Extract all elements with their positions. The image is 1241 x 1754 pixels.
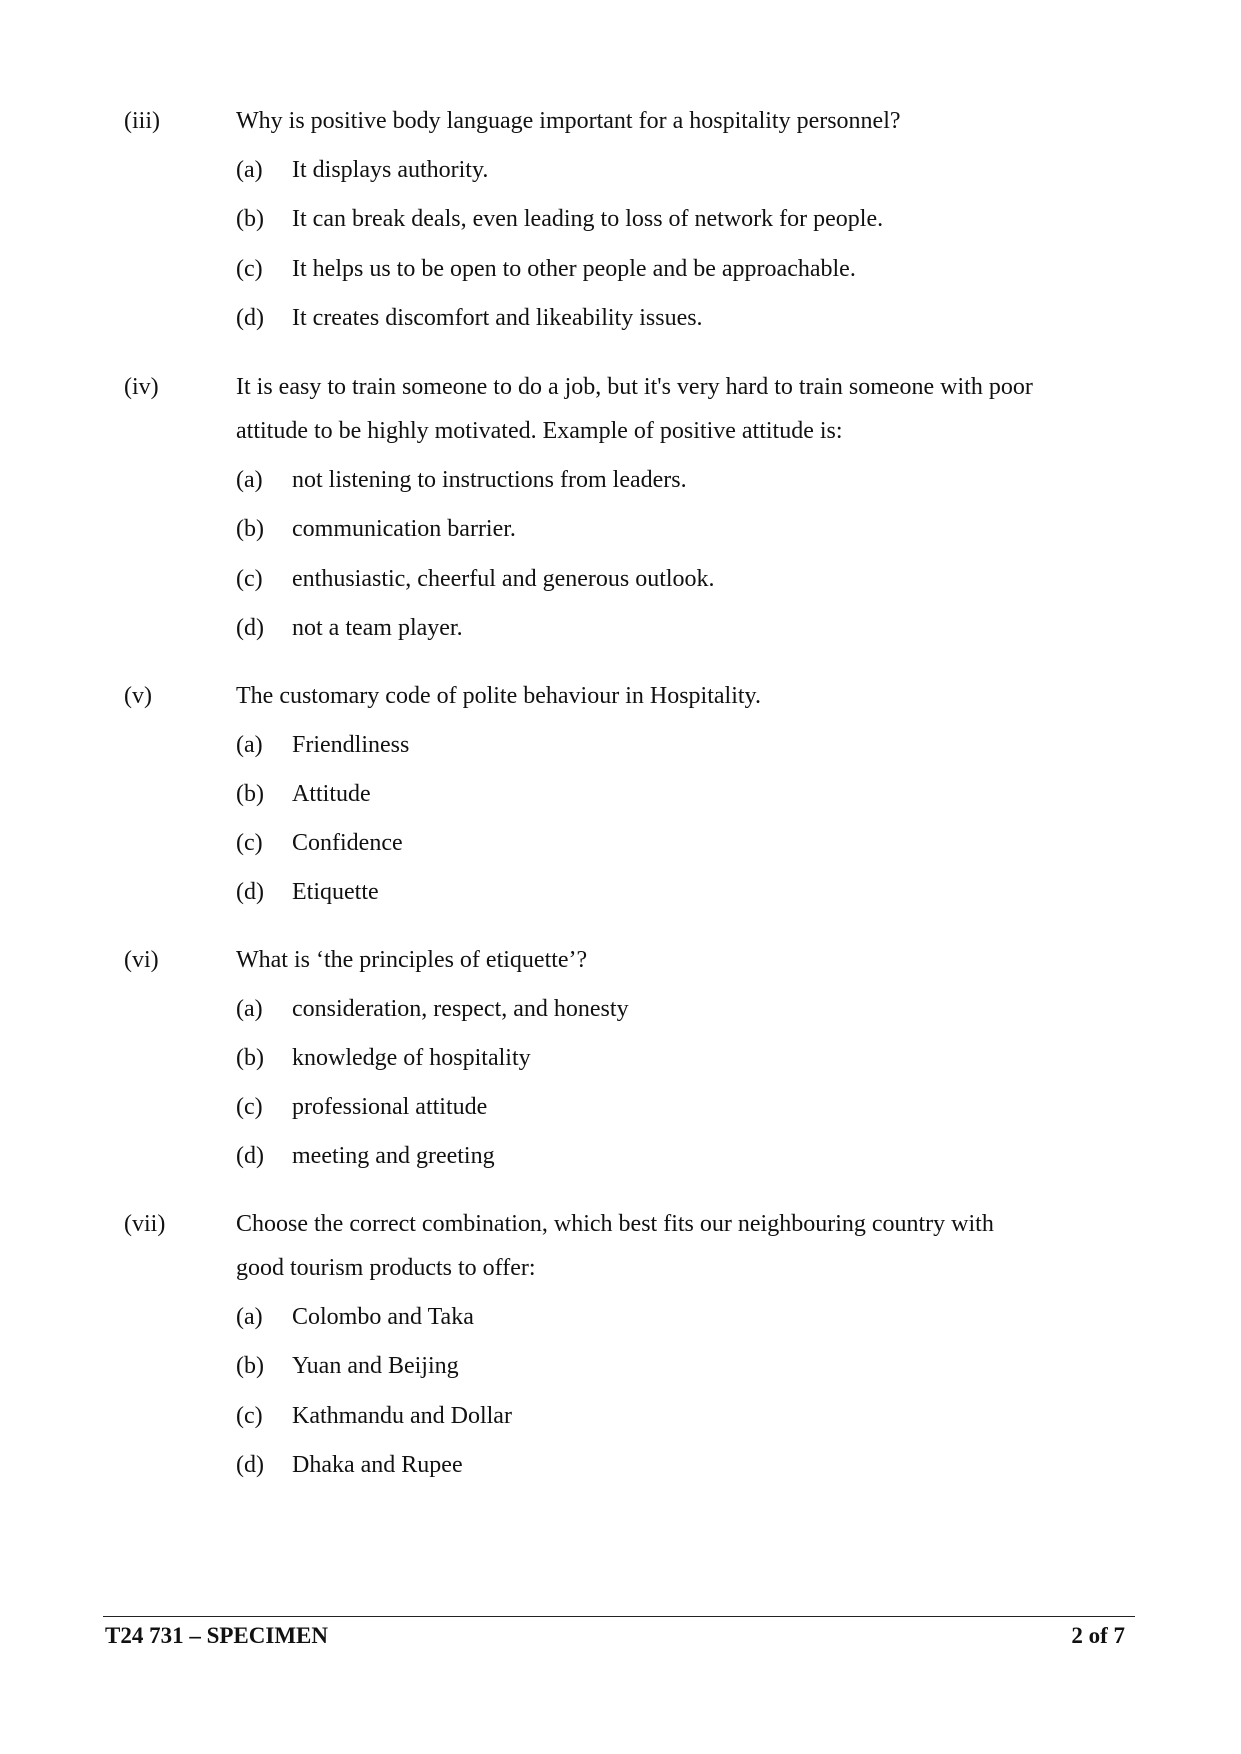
option-letter: (a) [236, 996, 263, 1022]
option-text: Yuan and Beijing [292, 1353, 459, 1379]
option-d [236, 1141, 495, 1171]
option-text: Colombo and Taka [292, 1304, 474, 1330]
question-number: (iii) [124, 108, 160, 134]
option-d [236, 877, 379, 907]
question-number: (v) [124, 683, 152, 709]
option-d [236, 303, 703, 333]
option-letter: (c) [236, 256, 263, 282]
option-letter: (b) [236, 1045, 264, 1071]
option-a [236, 155, 488, 185]
option-letter: (b) [236, 1353, 264, 1379]
question-text: What is ‘the principles of etiquette’? [236, 947, 588, 973]
option-text: meeting and greeting [292, 1143, 495, 1169]
option-text: It helps us to be open to other people and be approachable. [292, 256, 856, 282]
option-text: It displays authority. [292, 157, 489, 183]
question-text: It is easy to train someone to do a job, but it's very hard to train someone with poor attitude to be highly motivated. Example of positive attitude is: [236, 374, 1033, 444]
option-text: enthusiastic, cheerful and generous outlook. [292, 566, 715, 592]
option-d [236, 613, 463, 643]
option-text: Etiquette [292, 879, 379, 905]
option-letter: (b) [236, 516, 264, 542]
option-c [236, 828, 403, 858]
option-text: not a team player. [292, 615, 463, 641]
option-c [236, 1401, 512, 1431]
question-number: (vii) [124, 1211, 166, 1237]
option-letter: (b) [236, 781, 264, 807]
option-letter: (c) [236, 1094, 263, 1120]
option-letter: (a) [236, 157, 263, 183]
option-b [236, 1351, 459, 1381]
option-letter: (d) [236, 615, 264, 641]
option-text: Dhaka and Rupee [292, 1452, 463, 1478]
option-b [236, 204, 883, 234]
option-letter: (d) [236, 1452, 264, 1478]
option-a [236, 1302, 474, 1332]
footer-page-number: 2 of 7 [1071, 1623, 1125, 1648]
option-text: Confidence [292, 830, 403, 856]
option-text: Attitude [292, 781, 371, 807]
option-c [236, 254, 856, 284]
option-text: knowledge of hospitality [292, 1045, 531, 1071]
option-a [236, 994, 629, 1024]
option-letter: (c) [236, 1403, 263, 1429]
option-c [236, 1092, 487, 1122]
option-d [236, 1450, 463, 1480]
option-letter: (c) [236, 830, 263, 856]
option-text: professional attitude [292, 1094, 488, 1120]
question-text: Choose the correct combination, which best fits our neighbouring country with good tourism products to offer: [236, 1211, 994, 1281]
option-text: Friendliness [292, 732, 410, 758]
option-letter: (d) [236, 1143, 264, 1169]
question-text: The customary code of polite behaviour in Hospitality. [236, 683, 761, 709]
option-letter: (a) [236, 732, 263, 758]
option-a [236, 730, 409, 760]
option-letter: (d) [236, 305, 264, 331]
option-letter: (d) [236, 879, 264, 905]
option-b [236, 514, 516, 544]
option-letter: (c) [236, 566, 263, 592]
option-b [236, 779, 371, 809]
option-letter: (a) [236, 467, 263, 493]
option-letter: (b) [236, 206, 264, 232]
option-c [236, 564, 715, 594]
question-number: (iv) [124, 374, 159, 400]
option-text: communication barrier. [292, 516, 516, 542]
footer-paper-code: T24 731 – SPECIMEN [105, 1623, 328, 1648]
option-text: not listening to instructions from leaders. [292, 467, 687, 493]
question-number: (vi) [124, 947, 159, 973]
option-text: Kathmandu and Dollar [292, 1403, 512, 1429]
option-letter: (a) [236, 1304, 263, 1330]
question-text: Why is positive body language important for a hospitality personnel? [236, 108, 901, 134]
option-text: It can break deals, even leading to loss of network for people. [292, 206, 884, 232]
option-a [236, 465, 687, 495]
option-text: It creates discomfort and likeability issues. [292, 305, 703, 331]
option-b [236, 1043, 531, 1073]
option-text: consideration, respect, and honesty [292, 996, 629, 1022]
footer-divider [103, 1616, 1135, 1617]
